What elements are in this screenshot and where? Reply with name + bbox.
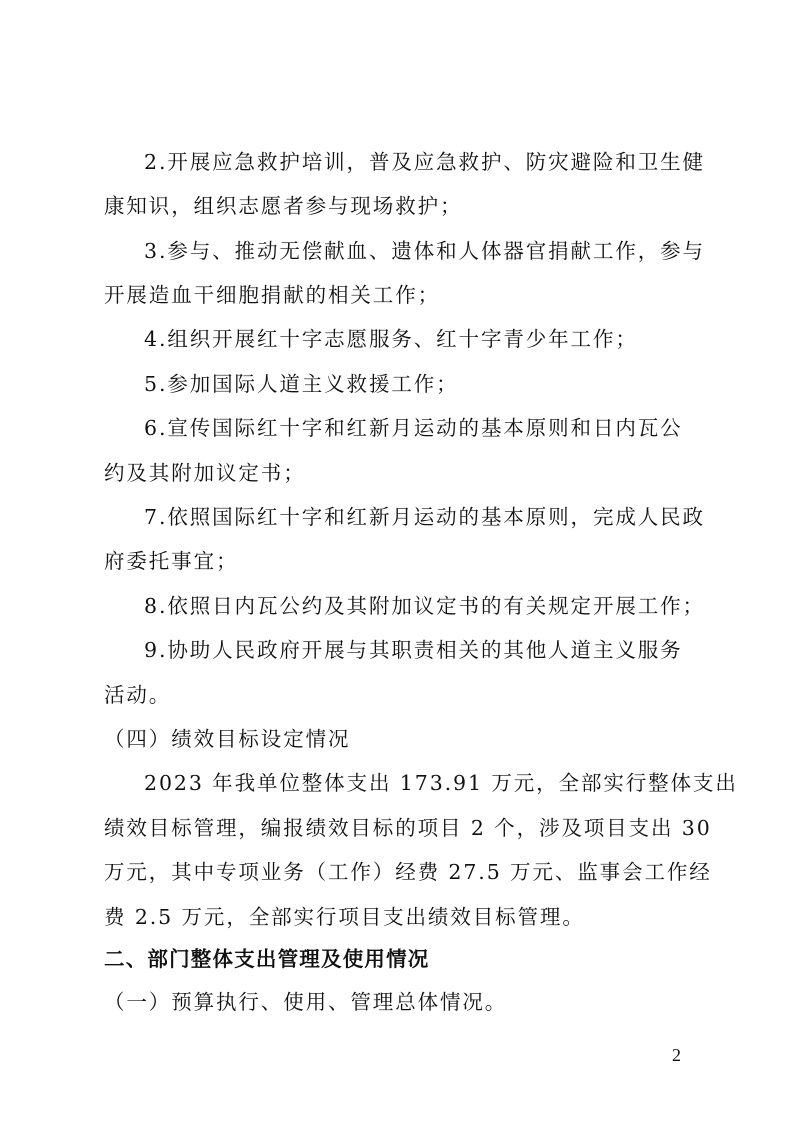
item-3-line-1: 3.参与、推动无偿献血、遗体和人体器官捐献工作，参与	[144, 239, 705, 263]
item-5-line: 5.参加国际人道主义救援工作；	[144, 372, 459, 396]
para-line-2: 绩效目标管理，编报绩效目标的项目 2 个，涉及项目支出 30	[104, 816, 712, 840]
chapter-heading-2: 二、部门整体支出管理及使用情况	[104, 947, 430, 971]
item-7-line-2: 府委托事宜；	[104, 549, 239, 573]
section-heading-4: （四）绩效目标设定情况	[104, 727, 351, 751]
para-line-4: 费 2.5 万元，全部实行项目支出绩效目标管理。	[104, 905, 585, 929]
item-9-line-1: 9.协助人民政府开展与其职责相关的其他人道主义服务	[144, 638, 683, 662]
item-7-line-1: 7.依照国际红十字和红新月运动的基本原则，完成人民政	[144, 505, 705, 529]
item-6-line-1: 6.宣传国际红十字和红新月运动的基本原则和日内瓦公	[144, 416, 683, 440]
item-8-line: 8.依照日内瓦公约及其附加议定书的有关规定开展工作；	[144, 594, 705, 618]
para-line-3: 万元，其中专项业务（工作）经费 27.5 万元、监事会工作经	[104, 860, 712, 884]
page-number: 2	[672, 1045, 681, 1065]
item-9-line-2: 活动。	[104, 683, 172, 707]
item-3-line-2: 开展造血干细胞捐献的相关工作；	[104, 283, 440, 307]
item-2-line-1: 2.开展应急救护培训，普及应急救护、防灾避险和卫生健	[144, 150, 705, 174]
subsection-heading-1: （一）预算执行、使用、管理总体情况。	[104, 990, 508, 1014]
item-6-line-2: 约及其附加议定书；	[104, 461, 306, 485]
para-line-1: 2023 年我单位整体支出 173.91 万元，全部实行整体支出	[144, 771, 738, 795]
item-4-line: 4.组织开展红十字志愿服务、红十字青少年工作；	[144, 327, 638, 351]
item-2-line-2: 康知识，组织志愿者参与现场救护；	[104, 194, 463, 218]
